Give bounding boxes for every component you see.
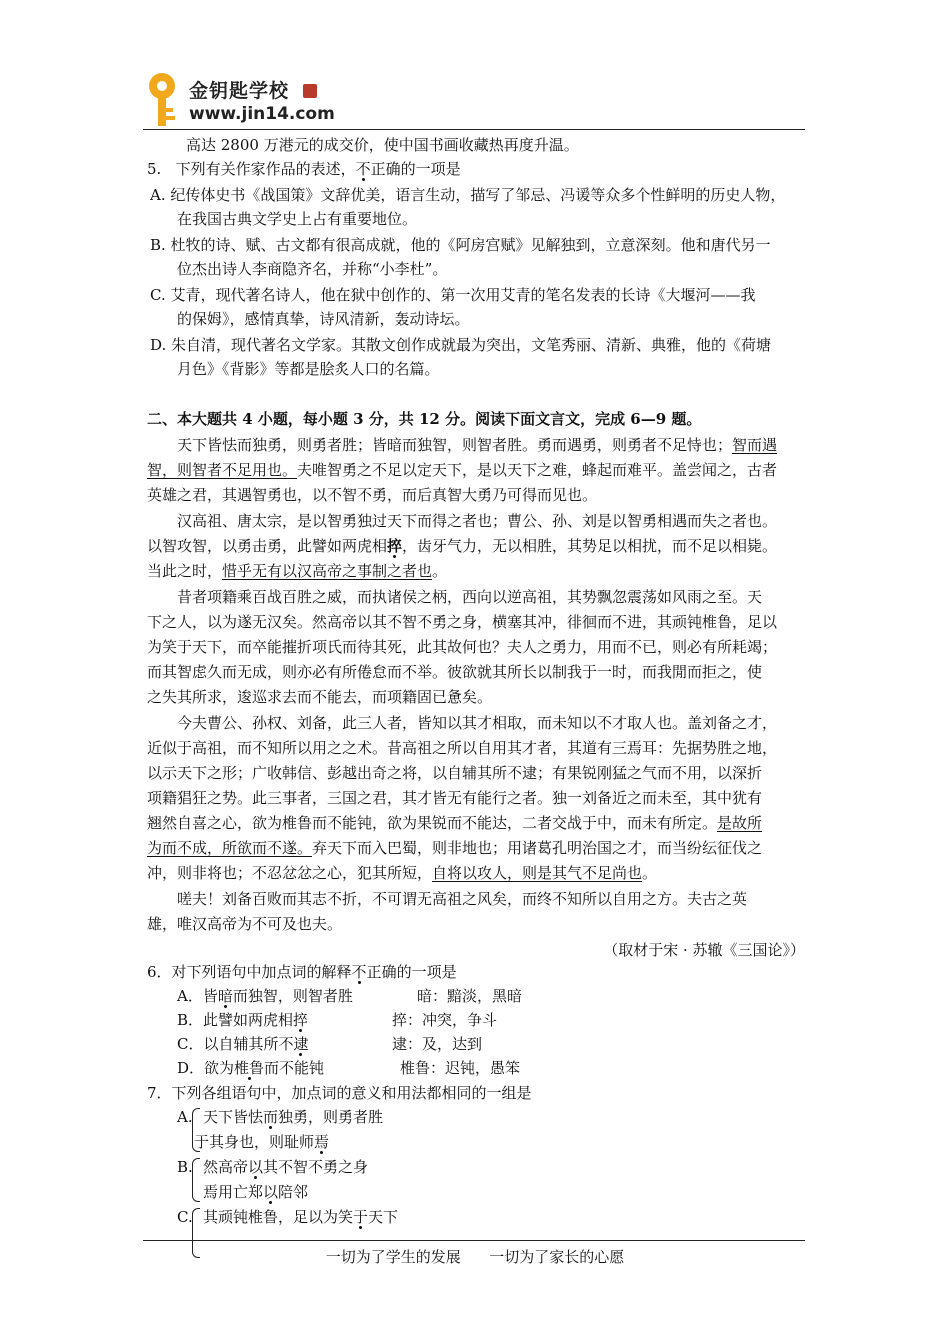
passage-line: 嗟夫！刘备百败而其志不折，不可谓无高祖之风矣，而终不知所以自用之方。夫古之英 [177, 890, 748, 908]
passage-line: 之失其所求，逡巡求去而不能去，而项籍固已惫矣。 [147, 688, 493, 706]
q7-option-c-line1: 其顽钝椎鲁，足以为笑于天下 [203, 1208, 399, 1226]
passage-line: 近似于高祖，而不知所以用之之术。昔高祖之所以自用其才者，其道有三焉耳：先据势胜之地， [147, 739, 778, 757]
q7-option-b-line1: 然高帝以其不智不勇之身 [203, 1158, 369, 1176]
key-icon [143, 72, 181, 128]
q6-option-a: A．皆暗而独智，则智者胜 [177, 987, 353, 1005]
passage-line: 冲，则非将也；不忍忿忿之心，犯其所短，自将以攻人，则是其气不足尚也。 [147, 864, 658, 882]
passage-line: 以智攻智，以勇击勇，此譬如两虎相捽，齿牙气力，无以相胜，其势足以相扰，而不足以相毙。 [147, 537, 778, 555]
q6-option-c: C．以自辅其所不逮 [177, 1035, 309, 1053]
passage-source: （取材于宋 · 苏辙《三国论》） [603, 941, 805, 959]
question-6-stem: 6．对下列语句中加点词的解释不正确的一项是 [147, 963, 457, 981]
q5-option-b-cont: 位杰出诗人李商隐齐名，并称“小李杜”。 [177, 260, 448, 278]
continuation-line: 高达 2800 万港元的成交价，使中国书画收藏热再度升温。 [186, 136, 579, 154]
q7-option-a-line1: 天下皆怯而独勇，则勇者胜 [203, 1108, 384, 1126]
footer-rule [143, 1240, 805, 1241]
passage-line: 为而不成，所欲而不遂。弃天下而入巴蜀，则非地也；用诸葛孔明治国之才，而当纷纭征伐之 [147, 839, 763, 857]
q7-option-a-label: A. [177, 1108, 193, 1126]
passage-line: 天下皆怯而独勇，则勇者胜；皆暗而独智，则智者胜。勇而遇勇，则勇者不足恃也；智而遇 [177, 436, 778, 454]
passage-line: 汉高祖、唐太宗，是以智勇独过天下而得之者也；曹公、孙、刘是以智勇相遇而失之者也。 [177, 512, 778, 530]
q5-option-c-cont: 的保姆》，感情真挚，诗风清新，轰动诗坛。 [177, 310, 470, 328]
q5-option-c: C. 艾青，现代著名诗人，他在狱中创作的、第一次用艾青的笔名发表的长诗《大堰河——我 [150, 286, 756, 304]
passage-line: 翘然自喜之心，欲为椎鲁而不能钝，欲为果锐而不能达，二者交战于中，而未有所定。是故所 [147, 814, 763, 832]
passage-line: 当此之时，惜乎无有以汉高帝之事制之者也。 [147, 562, 448, 580]
school-logo [143, 70, 343, 130]
q6-option-d-gloss: 椎鲁：迟钝，愚笨 [400, 1059, 521, 1077]
q7-option-a-line2: 于其身也，则耻师焉 [194, 1133, 330, 1151]
question-5-stem: 5. 下列有关作家作品的表述，不正确的一项是 [147, 160, 461, 178]
section-2-heading: 二、本大题共 4 小题，每小题 3 分，共 12 分。阅读下面文言文，完成 6—9 题。 [147, 410, 702, 428]
footer-slogan: 一切为了学生的发展 一切为了家长的心愿 [325, 1248, 625, 1266]
q6-option-b-gloss: 捽：冲突，争斗 [392, 1011, 498, 1029]
question-7-stem: 7．下列各组语句中，加点词的意义和用法都相同的一组是 [147, 1084, 532, 1102]
header-rule [143, 129, 805, 130]
q5-option-a-cont: 在我国古典文学史上占有重要地位。 [177, 210, 418, 228]
q7-option-b-label: B. [177, 1158, 193, 1176]
q5-option-b: B. 杜牧的诗、赋、古文都有很高成就，他的《阿房宫赋》见解独到，立意深刻。他和唐代另一 [150, 236, 771, 254]
passage-line: 为笑于天下，而卒能摧折项氏而待其死，此其故何也？夫人之勇力，用而不已，则必有所耗竭； [147, 638, 778, 656]
passage-line: 英雄之君，其遇智勇也，以不智不勇，而后真智大勇乃可得而见也。 [147, 486, 598, 504]
passage-line: 昔者项籍乘百战百胜之威，而执诸侯之柄，西向以逆高祖，其势飘忽震荡如风雨之至。天 [177, 588, 763, 606]
q6-option-d: D．欲为椎鲁而不能钝 [177, 1059, 325, 1077]
q5-option-a: A. 纪传体史书《战国策》文辞优美，语言生动，描写了邹忌、冯谖等众多个性鲜明的历史人物， [150, 186, 786, 204]
q6-option-c-gloss: 逮：及，达到 [392, 1035, 483, 1053]
passage-line: 而其智虑久而无成，则亦必有所倦怠而不举。彼欲就其所长以制我于一时，而我閒而拒之，使 [147, 663, 763, 681]
passage-line: 下之人，以为遂无汉矣。然高帝以其不智不勇之身，横塞其冲，徘徊而不进，其顽钝椎鲁，足以 [147, 613, 778, 631]
q6-option-b: B．此譬如两虎相捽 [177, 1011, 309, 1029]
site-url: www.jin14.com [189, 104, 335, 124]
q7-option-b-line2: 焉用亡郑以陪邻 [203, 1183, 309, 1201]
q6-option-a-gloss: 暗：黯淡，黑暗 [417, 987, 523, 1005]
q5-option-d-cont: 月色》《背影》等都是脍炙人口的名篇。 [177, 360, 440, 378]
seal-stamp [303, 84, 317, 98]
passage-line: 项籍猖狂之势。此三事者，三国之君，其才皆无有能行之者。独一刘备近之而未至，其中犹有 [147, 789, 763, 807]
brand-name: 金钥匙学校 [189, 80, 290, 102]
q5-option-d: D. 朱自清，现代著名文学家。其散文创作成就最为突出，文笔秀丽、清新、典雅，他的《荷塘 [150, 336, 772, 354]
passage-line: 雄，唯汉高帝为不可及也夫。 [147, 915, 343, 933]
passage-line: 智，则智者不足用也。夫唯智勇之不足以定天下，是以天下之难，蜂起而难平。盖尝闻之，古者 [147, 461, 778, 479]
brace-mark [192, 1158, 200, 1202]
passage-line: 今夫曹公、孙权、刘备，此三人者，皆知以其才相取，而未知以不才取人也。盖刘备之才， [177, 714, 778, 732]
passage-line: 以示天下之形；广收韩信、彭越出奇之将，以自辅其所不逮；有果锐刚猛之气而不用，以深折 [147, 764, 763, 782]
q7-option-c-label: C. [177, 1208, 193, 1226]
